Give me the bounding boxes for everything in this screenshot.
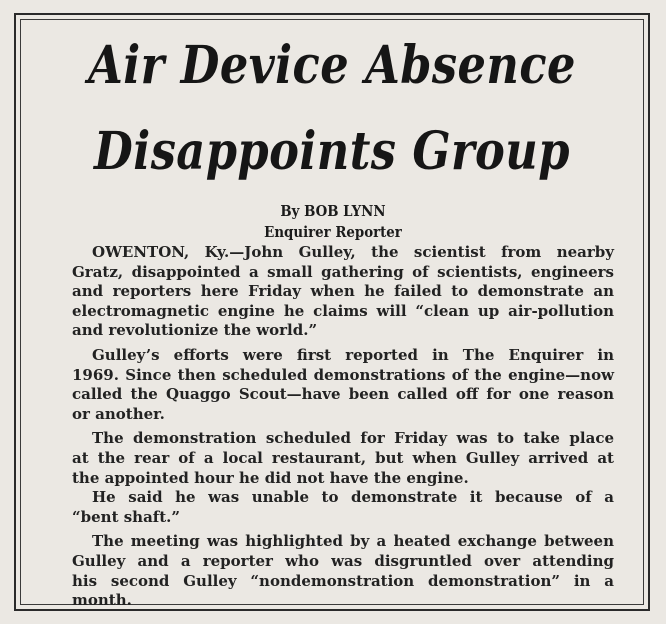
headline-line-2: Disappoints Group bbox=[94, 121, 570, 182]
body-line: The demonstration scheduled for Friday was to take place bbox=[92, 429, 614, 448]
body-line: electromagnetic engine he claims will “clean up air-pollution bbox=[72, 301, 614, 320]
body-line: the appointed hour he did not have the engine. bbox=[72, 468, 469, 487]
body-line: and reporters here Friday when he failed to demonstrate an bbox=[72, 282, 614, 301]
body-line: or another. bbox=[72, 404, 165, 423]
body-line: at the rear of a local restaurant, but when Gulley arrived at bbox=[72, 448, 614, 467]
body-line: his second Gulley “nondemonstration demonstration” in a bbox=[72, 571, 614, 590]
body-line: He said he was unable to demonstrate it because of a bbox=[92, 488, 614, 507]
article-body bbox=[72, 243, 614, 611]
body-line: OWENTON, Ky.—John Gulley, the scientist from nearby bbox=[92, 243, 614, 261]
body-line: Gratz, disappointed a small gathering of scientists, engineers bbox=[72, 262, 614, 281]
headline-line-1: Air Device Absence bbox=[88, 35, 576, 96]
body-line: Gulley’s efforts were first reported in The Enquirer in bbox=[92, 345, 614, 364]
body-line: called the Quaggo Scout—have been called off for one reason bbox=[72, 385, 614, 404]
body-line: Gulley and a reporter who was disgruntled over attending bbox=[72, 551, 614, 570]
body-line: and revolutionize the world.” bbox=[72, 321, 318, 340]
byline: By BOB LYNN bbox=[280, 203, 386, 220]
body-line: 1969. Since then scheduled demonstrations of the engine—now bbox=[72, 365, 614, 384]
reporter-role: Enquirer Reporter bbox=[264, 224, 402, 241]
body-line: The meeting was highlighted by a heated exchange between bbox=[92, 532, 614, 551]
body-line: “bent shaft.” bbox=[72, 507, 181, 526]
body-line: month. bbox=[72, 591, 132, 610]
